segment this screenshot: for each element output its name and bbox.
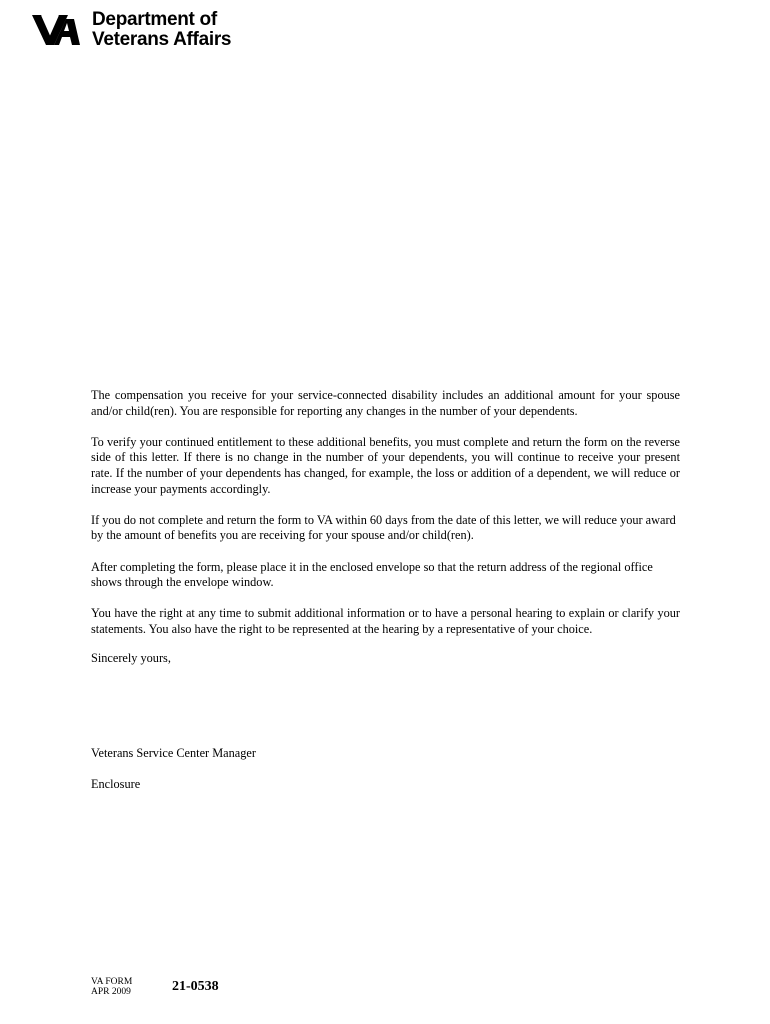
org-name-line2: Veterans Affairs	[92, 29, 232, 50]
va-logo-icon	[30, 11, 82, 49]
form-date: APR 2009	[91, 987, 131, 997]
closing: Sincerely yours,	[91, 651, 171, 665]
signer-title: Veterans Service Center Manager	[91, 746, 256, 760]
paragraph-1: The compensation you receive for your service-connected disability includes an additional amount for your spouse and/or child(ren). You are responsible for reporting any changes in the number of your dependents.	[91, 388, 680, 418]
paragraph-5: You have the right at any time to submit additional information or to have a personal hearing to explain or clarify your statements. You also have the right to be represented at the hearing by a representative of your choice.	[91, 606, 680, 636]
letter-body	[91, 388, 680, 653]
paragraph-3: If you do not complete and return the form to VA within 60 days from the date of this letter, we will reduce your award by the amount of benefits you are receiving for your spouse and/or child(ren).	[91, 512, 676, 543]
form-number: 21-0538	[172, 979, 219, 994]
enclosure-note: Enclosure	[91, 777, 141, 791]
paragraph-2: To verify your continued entitlement to these additional benefits, you must complete and return the form on the reverse side of this letter. If there is no change in the number of your dependents, you will continue to receive your present rate. If the number of your dependents has changed, for example, the loss or addition of a dependent, we will reduce or increase your payments accordingly.	[91, 434, 680, 496]
org-name	[92, 10, 231, 50]
org-name-line1: Department of	[92, 9, 217, 30]
form-label-text: VA FORM	[91, 977, 133, 987]
paragraph-4: After completing the form, please place it in the enclosed envelope so that the return address of the regional office shows through the envelope window.	[91, 559, 653, 590]
va-logo	[30, 10, 231, 50]
form-label	[91, 977, 132, 997]
